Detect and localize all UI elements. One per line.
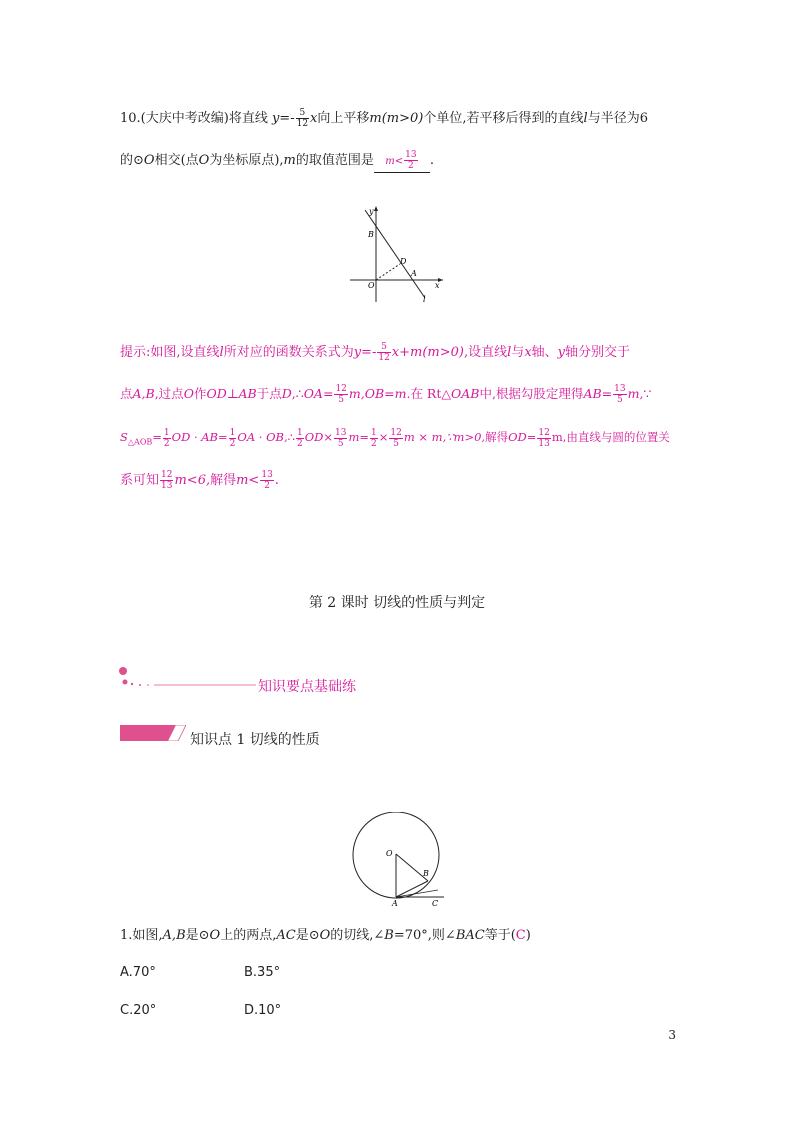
q10-text: 为坐标原点),	[209, 153, 284, 168]
hint-text: 轴分别交于	[565, 345, 631, 360]
q1-text: 是⊙	[295, 928, 320, 943]
hint-fraction	[389, 428, 402, 449]
hint-text: 轴、	[531, 345, 558, 360]
hint-fraction	[296, 428, 304, 449]
frac-den: 5	[616, 395, 623, 405]
hint-text: 所对应的函数关系式为	[223, 345, 354, 360]
answer-prefix: m<	[385, 156, 404, 167]
hint-var: A,B	[132, 386, 155, 401]
frac-num: 1	[163, 427, 170, 438]
hint-eq: ∵m>0,	[446, 430, 486, 444]
q1-stem	[120, 926, 531, 946]
hint-fraction	[163, 428, 171, 449]
hint-eq: m<6,	[174, 473, 211, 488]
hint-var: l	[219, 345, 224, 360]
lesson-title: 第 2 课时 切线的性质与判定	[308, 595, 486, 611]
frac-den: 2	[163, 438, 170, 449]
q10-text: 相交(点	[154, 153, 199, 168]
q1-text: 等于(	[484, 928, 516, 943]
hint-text: 中,根据勾股定理得	[479, 386, 584, 401]
bar-fill	[120, 725, 176, 741]
frac-den: 13	[161, 481, 173, 491]
hint-eq: m=	[348, 430, 369, 444]
hint-text: 点	[120, 386, 133, 401]
frac-num: 12	[161, 470, 173, 480]
hint-fraction	[334, 384, 347, 405]
hint-fraction	[160, 470, 173, 491]
hint-var: l	[507, 345, 512, 360]
frac-den: 5	[337, 438, 344, 449]
y-axis-arrow	[374, 206, 378, 211]
q1-var: B	[384, 928, 394, 943]
frac-den: 5	[393, 438, 399, 449]
q1-option-a: A.70°	[120, 965, 156, 980]
b-label: B	[423, 869, 429, 878]
q1-option-b: B.35°	[244, 965, 281, 980]
frac-num: 1	[229, 427, 236, 438]
frac-num: 13	[614, 384, 626, 394]
q10-text: 的⊙	[120, 153, 144, 168]
hint-text: 于点	[256, 386, 282, 401]
frac-num: 13	[334, 427, 347, 438]
hint-line-1	[120, 342, 630, 363]
circle-figure	[348, 812, 448, 908]
q10-line-2	[120, 150, 434, 173]
hint-sub: △AOB	[127, 437, 153, 447]
hint-text: .在 Rt△	[406, 386, 451, 401]
q10-eq: y=-	[271, 111, 295, 126]
q10-l: l	[583, 111, 588, 126]
knowledge-point-title: 知识点 1 切线的性质	[190, 732, 320, 748]
q10-fraction	[296, 108, 309, 129]
hint-text: 与	[511, 345, 525, 360]
q10-text: 个单位,若平移后得到的直线	[423, 111, 584, 126]
hint-text: 提示:如图,设直线	[120, 345, 220, 360]
decor-dot-tiny	[147, 684, 149, 686]
hint-eq: OB=m	[364, 386, 407, 401]
a-label: A	[392, 899, 398, 908]
q10-line-1	[120, 108, 648, 129]
b-label: B	[368, 230, 374, 239]
frac-num: 5	[377, 342, 390, 353]
a-label: A	[411, 269, 417, 278]
q1-answer: C	[515, 928, 526, 943]
q1-var: A,B	[162, 928, 186, 943]
hint-eq: x+m(m>0)	[391, 345, 464, 360]
frac-num: 12	[538, 427, 550, 438]
frac-num: 13	[261, 470, 273, 480]
decor-dot-tiny	[131, 683, 133, 685]
q1-text: )	[525, 928, 531, 943]
q10-m: m(m>0)	[369, 111, 424, 126]
frac-num: 5	[296, 108, 309, 119]
hint-fraction	[370, 428, 378, 449]
o-label: O	[386, 849, 393, 858]
knowledge-point-bar	[120, 725, 186, 741]
q10-text: 与半径为6	[587, 111, 648, 126]
x-label: x	[435, 281, 440, 290]
frac-den: 12	[378, 353, 390, 363]
frac-den: 2	[370, 438, 377, 449]
coordinate-figure	[345, 200, 450, 305]
q10-text: 向上平移	[317, 111, 370, 126]
q10-text: .	[429, 153, 435, 168]
hint-text: .	[274, 473, 279, 488]
frac-num: 12	[390, 427, 402, 438]
q10-text: 的取值范围是	[295, 153, 374, 168]
q10-o: O	[143, 153, 155, 168]
q10-o: O	[198, 153, 210, 168]
q1-var: AC	[276, 928, 296, 943]
frac-den: 12	[296, 119, 309, 129]
frac-den: 2	[407, 161, 414, 171]
hint-eq: m,	[627, 386, 644, 401]
hint-fraction	[229, 428, 237, 449]
hint-fraction	[334, 428, 347, 449]
hint-line-3	[120, 427, 670, 452]
hint-fraction	[260, 470, 273, 491]
hint-text: ,过点	[154, 386, 184, 401]
l-label: l	[423, 295, 426, 304]
hint-var: y	[557, 345, 566, 360]
hint-fraction	[377, 342, 390, 363]
hint-text: 解得	[485, 430, 509, 444]
hint-eq: OA=	[303, 386, 334, 401]
q1-var: O	[209, 928, 221, 943]
hint-eq: OD=	[508, 430, 537, 444]
frac-den: 2	[229, 438, 236, 449]
hint-line-4	[120, 470, 279, 491]
q1-var: O	[319, 928, 331, 943]
q1-var: BAC	[455, 928, 485, 943]
segment-od	[376, 264, 400, 280]
frac-den: 13	[538, 438, 550, 449]
hint-var: x	[524, 345, 532, 360]
q1-text: 是⊙	[185, 928, 210, 943]
frac-den: 2	[264, 481, 270, 491]
frac-den: 5	[338, 395, 345, 405]
hint-text: ∵	[643, 386, 652, 401]
section-header: 知识要点基础练	[258, 679, 356, 695]
hint-eq: OD×	[304, 430, 333, 444]
q10-text: 10.(大庆中考改编)将直线	[120, 111, 272, 126]
hint-text: =	[152, 430, 162, 444]
hint-var: D	[281, 386, 292, 401]
answer-fraction	[404, 150, 417, 171]
frac-num: 1	[370, 427, 377, 438]
hint-var: OAB	[450, 386, 480, 401]
hint-text: 解得	[210, 473, 237, 488]
frac-den: 2	[296, 438, 303, 449]
q10-eq-x: x	[310, 111, 318, 126]
hint-fraction	[613, 384, 626, 405]
q10-answer-blank	[374, 150, 430, 173]
decor-dot-large	[119, 667, 127, 675]
hint-fraction	[537, 428, 550, 449]
hint-var: OD⊥AB	[206, 386, 257, 401]
hint-text: ,设直线	[463, 345, 508, 360]
hint-line-2	[120, 384, 651, 405]
hint-eq: OA · OB,	[237, 430, 288, 444]
frac-num: 13	[405, 150, 417, 160]
y-label: y	[369, 207, 374, 216]
hint-var: O	[183, 386, 194, 401]
frac-num: 12	[335, 384, 347, 394]
hint-text: 作	[193, 386, 207, 401]
o-label: O	[368, 281, 375, 290]
frac-num: 1	[296, 427, 303, 438]
q1-text: 上的两点,	[220, 928, 277, 943]
page-number: 3	[668, 1028, 676, 1042]
hint-text: ∴	[287, 430, 295, 444]
hint-eq: y=-	[353, 345, 377, 360]
hint-text: 系可知	[120, 473, 160, 488]
c-label: C	[432, 899, 439, 908]
hint-eq: m,	[348, 386, 365, 401]
hint-eq: m × m,	[403, 430, 447, 444]
section-header-decoration	[118, 664, 258, 692]
q1-text: 1.如图,	[120, 928, 163, 943]
q1-option-c: C.20°	[120, 1003, 157, 1018]
hint-text: ×	[378, 430, 389, 444]
d-label: D	[400, 257, 407, 266]
hint-eq: m<	[236, 473, 260, 488]
decor-dot-tiny	[139, 684, 141, 686]
q10-m: m	[283, 153, 296, 168]
hint-eq: OD · AB=	[171, 430, 228, 444]
q1-text: 的切线,∠	[330, 928, 385, 943]
hint-var: S	[120, 430, 128, 444]
hint-text: ,∴	[291, 386, 304, 401]
hint-eq: AB=	[583, 386, 613, 401]
hint-text: m,由直线与圆的位置关	[551, 430, 670, 444]
decor-dot-small	[123, 680, 128, 685]
q1-option-d: D.10°	[244, 1003, 282, 1018]
q1-text: =70°,则∠	[393, 928, 456, 943]
